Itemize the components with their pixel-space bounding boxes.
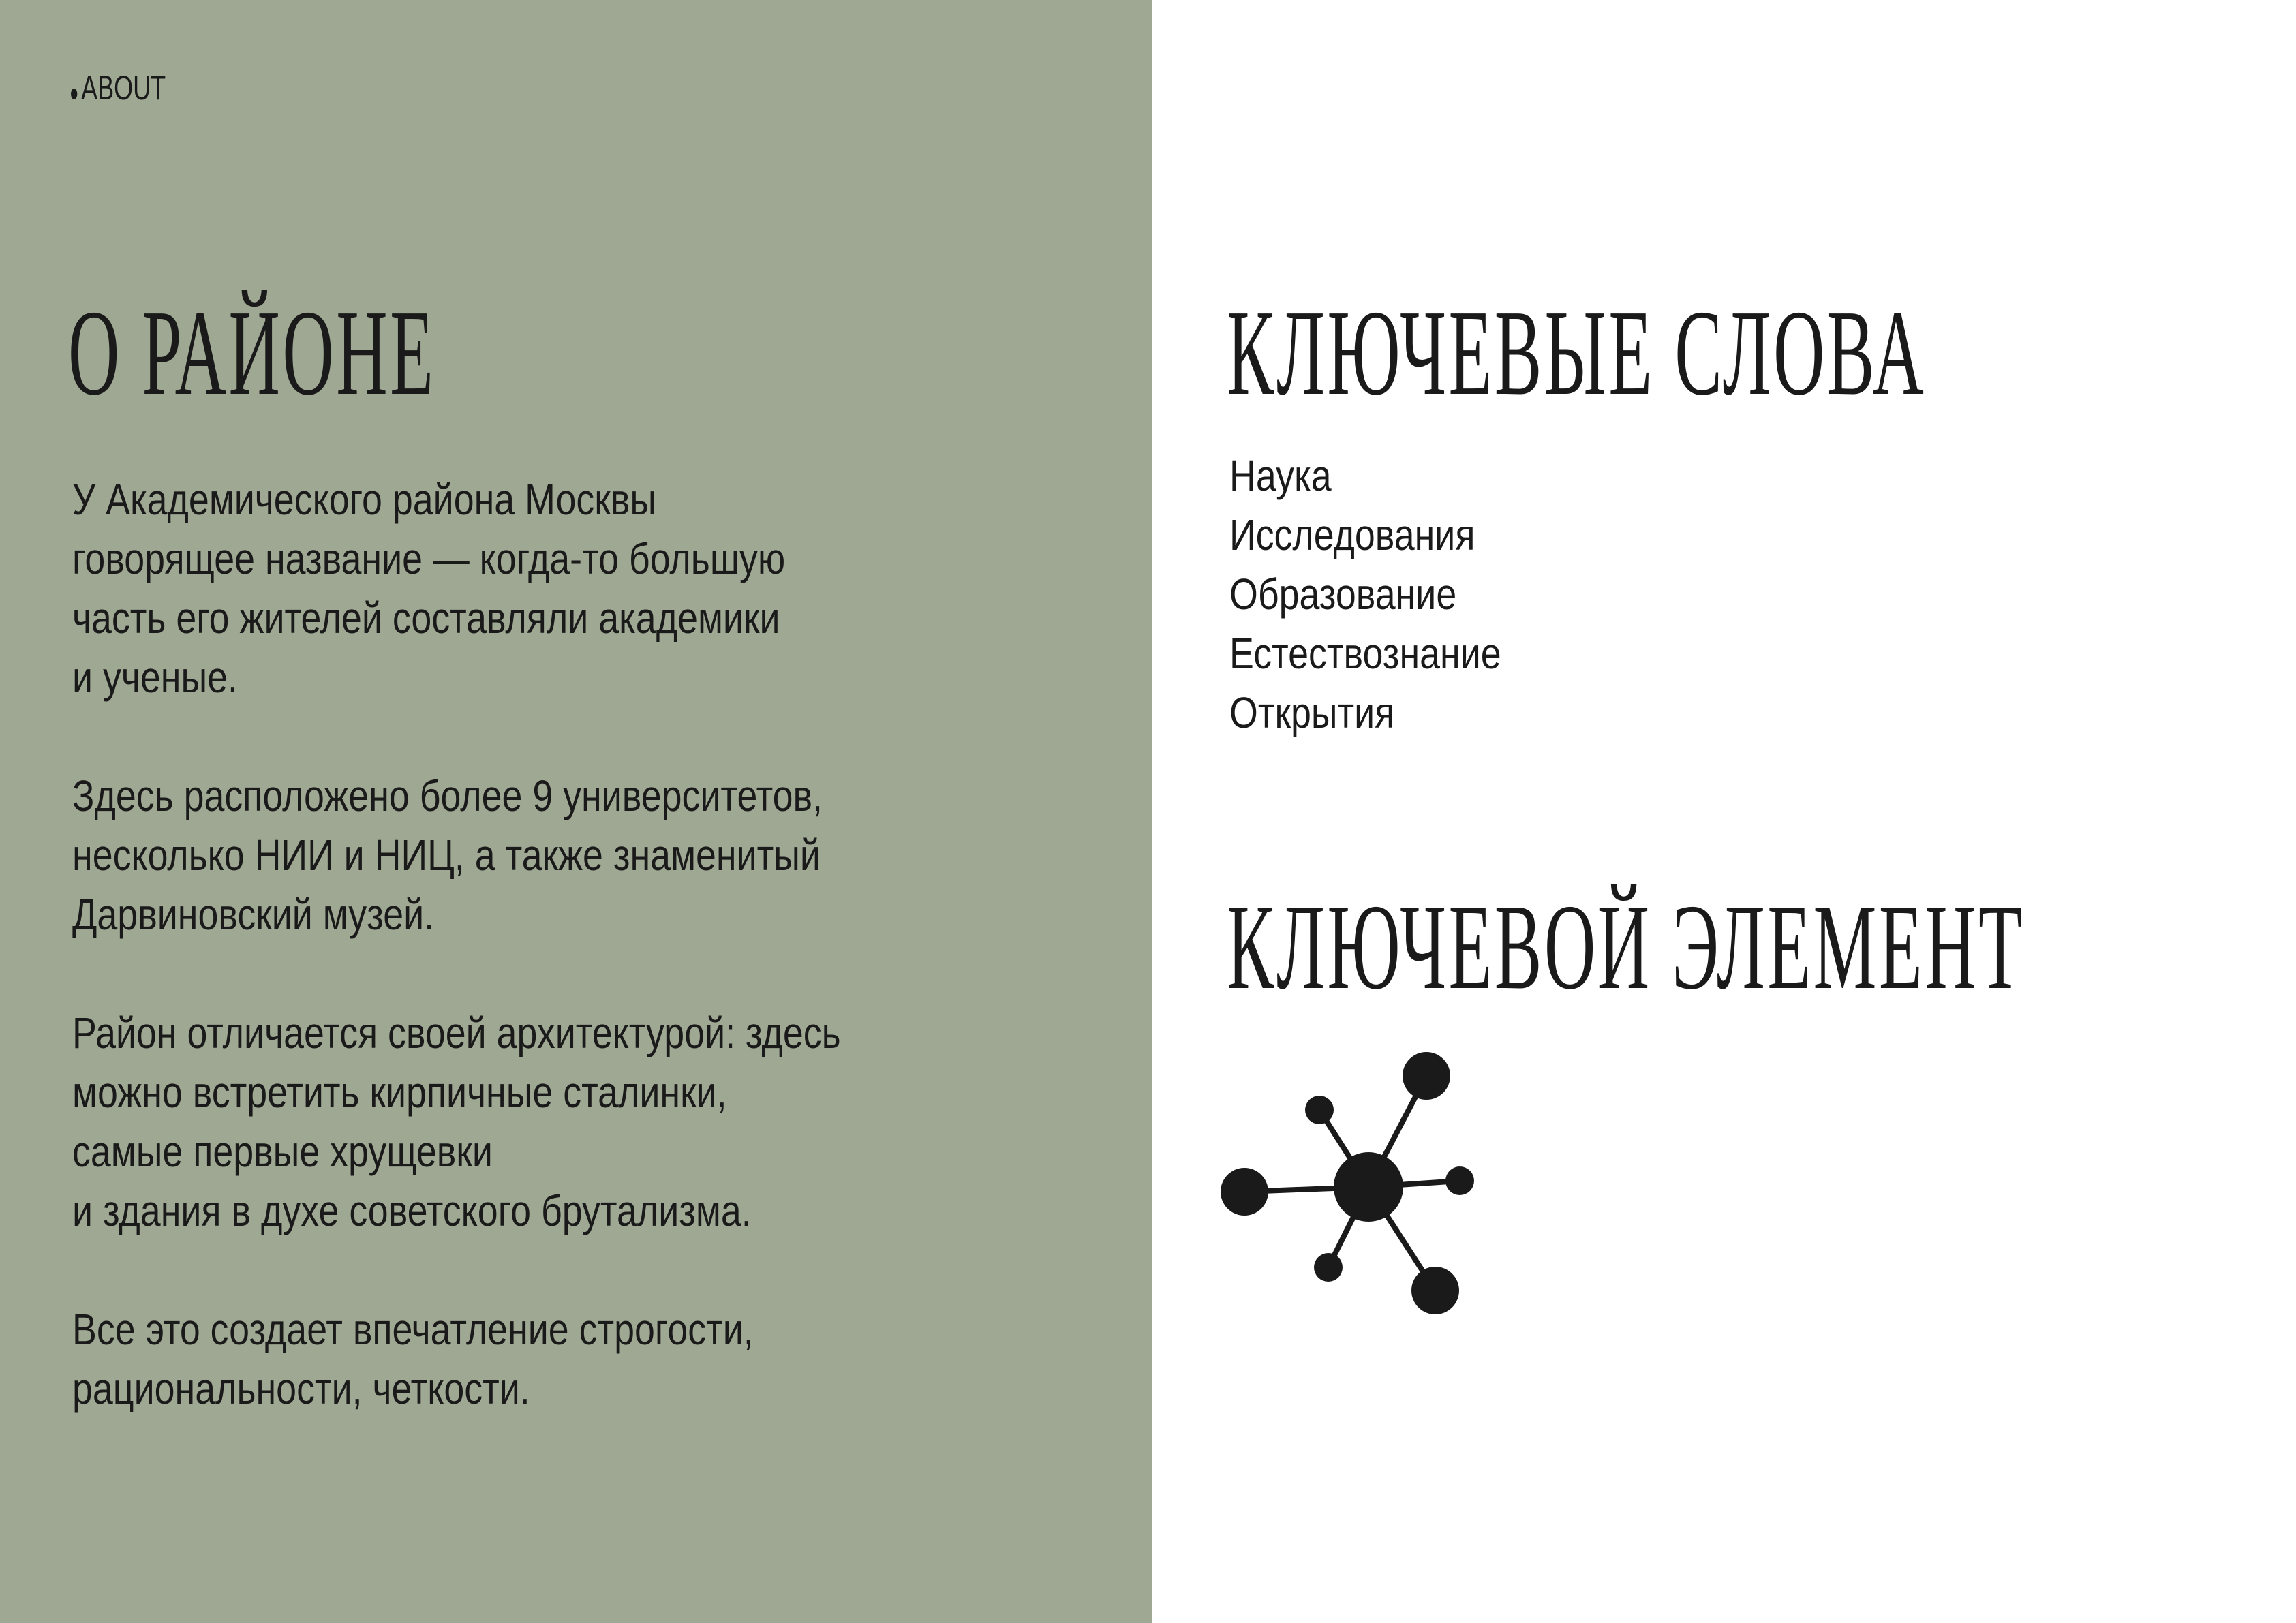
text-line: можно встретить кирпичные сталинки, [72,1068,727,1117]
text-line: часть его жителей составляли академики [72,593,780,643]
keyword-item: Открытия [1229,688,1395,737]
keyword-item: Наука [1229,451,1332,500]
molecule-icon [1193,1022,1533,1363]
keyword-item: Естествознание [1229,629,1501,678]
text-line: рациональности, четкости. [72,1364,530,1413]
bullet-icon [71,89,77,99]
keywords-list [1229,446,1501,743]
text-line: Дарвиновский музей. [72,890,435,939]
text-line: и ученые. [72,653,238,702]
text-line: самые первые хрущевки [72,1127,493,1176]
key-element-title: КЛЮЧЕВОЙ ЭЛЕМЕНТ [1227,879,2025,1015]
text-line: и здания в духе советского брутализма. [72,1186,752,1235]
keyword-item: Исследования [1229,510,1475,559]
keywords-title: КЛЮЧЕВЫЕ СЛОВА [1227,285,1927,420]
section-label-text: ABOUT [81,69,166,107]
keyword-item: Образование [1229,570,1457,619]
text-line: Район отличается своей архитектурой: здесь [72,1008,841,1057]
text-line: несколько НИИ и НИЦ, а также знаменитый [72,831,821,880]
text-line: Все это создает впечатление строгости, [72,1305,754,1354]
about-title: О РАЙОНЕ [68,285,436,420]
paragraph [72,767,841,944]
text-line: говорящее название — когда-то большую [72,534,786,583]
paragraph [72,1300,841,1419]
about-text [72,470,841,1478]
text-line: Здесь расположено более 9 университетов, [72,771,823,820]
text-line: У Академического района Москвы [72,475,657,524]
section-label [71,68,166,108]
paragraph [72,1004,841,1241]
paragraph [72,470,841,707]
